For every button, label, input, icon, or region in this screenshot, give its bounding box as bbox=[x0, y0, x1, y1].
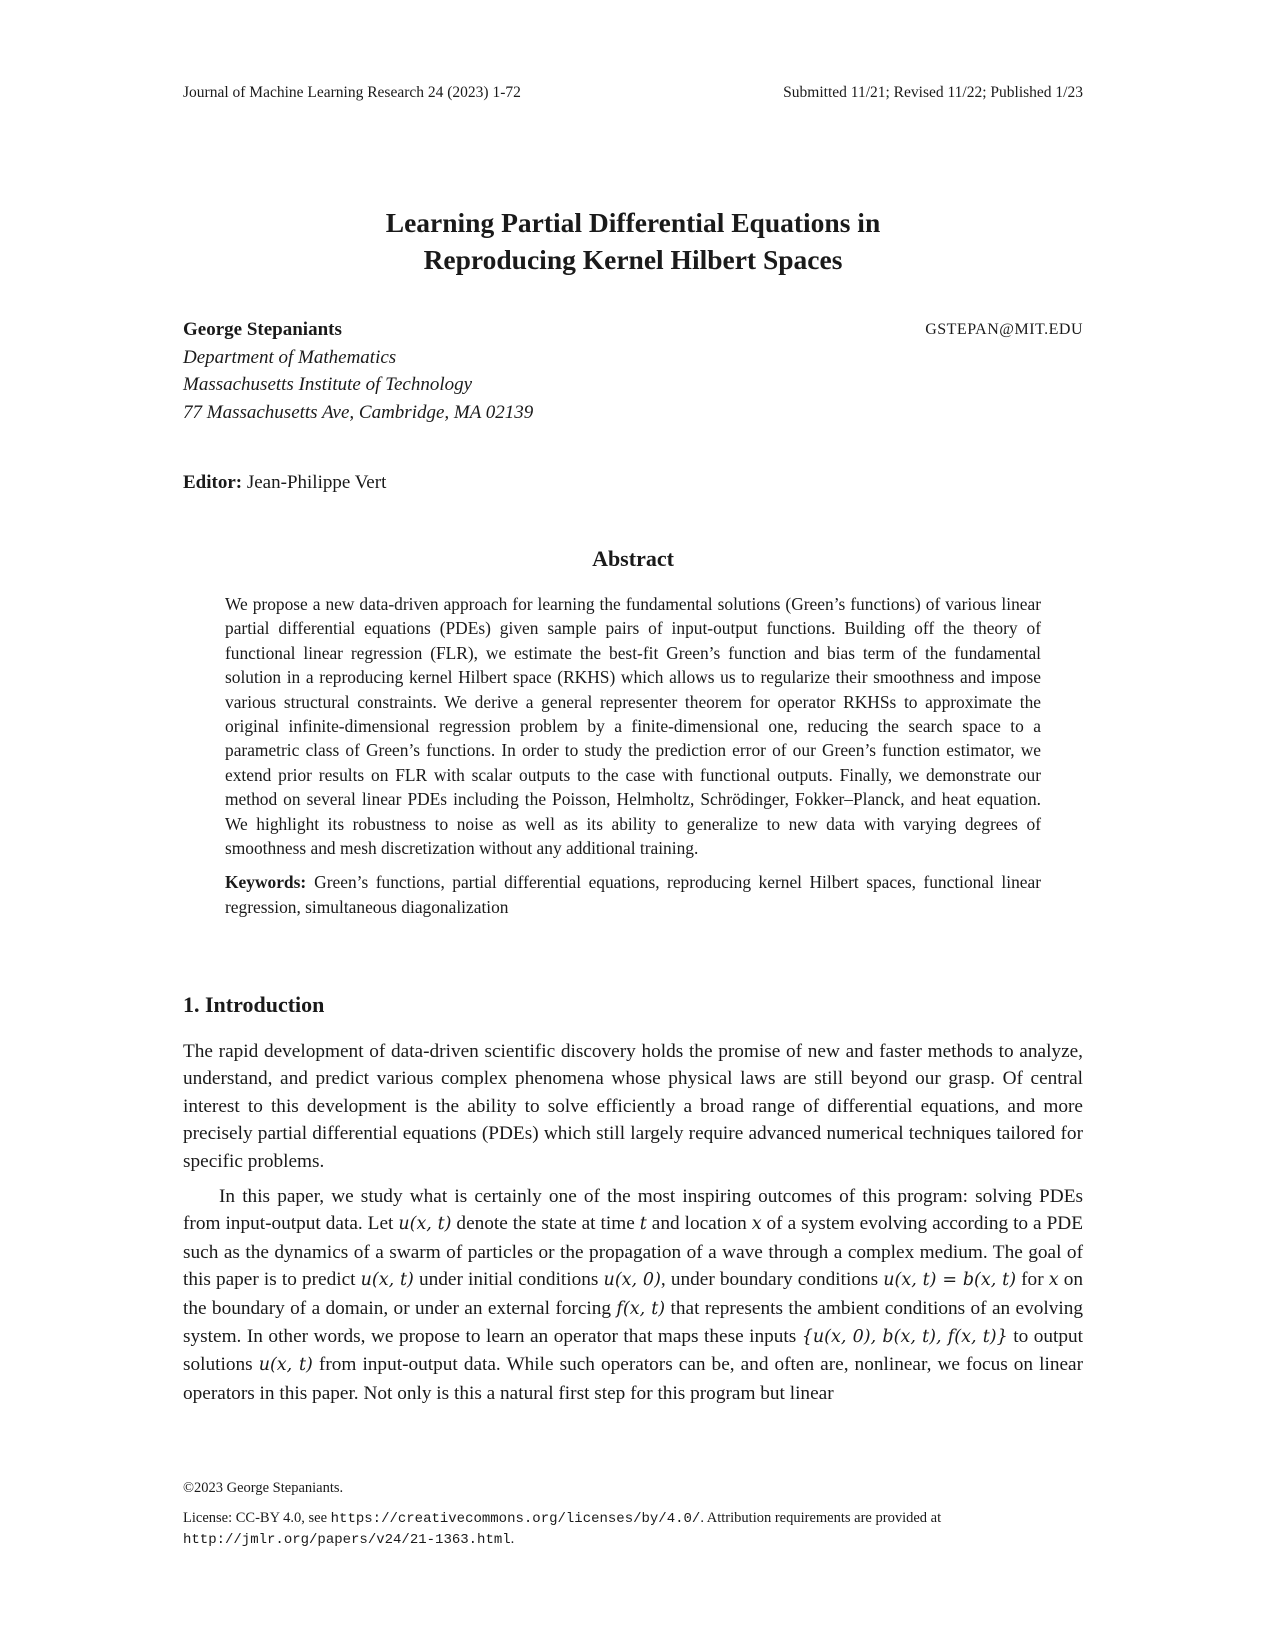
text-run: and location bbox=[646, 1213, 752, 1235]
text-run: In this paper, we study what is certainly one of the most inspiring outcomes of this program: solving PDEs from input-output data. Let bbox=[183, 1186, 1083, 1235]
math-inline: {u(x, 0), b(x, t), f(x, t)} bbox=[801, 1327, 1008, 1348]
intro-paragraph-2 bbox=[183, 1183, 1083, 1407]
math-inline: u(x, t) bbox=[258, 1355, 313, 1376]
abstract-text: We propose a new data-driven approach for learning the fundamental solutions (Green’s functions) of various linear partial differential equations (PDEs) given sample pairs of input-output functions. Building off the theory of functional linear regression (FLR), we estimate the best-fit Green’s function and bias term of the fundamental solution in a reproducing kernel Hilbert space (RKHS) which allows us to regularize their smoothness and impose various structural constraints. We derive a general representer theorem for operator RKHSs to approximate the original infinite-dimensional regression problem by a finite-dimensional one, reducing the search space to a parametric class of Green’s functions. In order to study the prediction error of our Green’s function estimator, we extend prior results on FLR with scalar outputs to the case with functional outputs. Finally, we demonstrate our method on several linear PDEs including the Poisson, Helmholtz, Schrödinger, Fokker–Planck, and heat equation. We highlight its robustness to noise as well as its ability to generalize to new data with varying degrees of smoothness and mesh discretization without any additional training. bbox=[225, 594, 1041, 859]
license-link[interactable]: https://creativecommons.org/licenses/by/4.0/ bbox=[330, 1511, 701, 1527]
author-email: GSTEPAN@MIT.EDU bbox=[925, 321, 1083, 338]
title-line-1: Learning Partial Differential Equations in bbox=[385, 207, 881, 238]
license-text: License: CC-BY 4.0, see bbox=[183, 1510, 331, 1526]
author-address: 77 Massachusetts Ave, Cambridge, MA 02139 bbox=[183, 401, 534, 423]
text-run: that represents the ambient conditions of an evolving system. In other words, we propose to learn an operator that maps these inputs bbox=[183, 1297, 1083, 1348]
submission-dates: Submitted 11/21; Revised 11/22; Published 1/23 bbox=[783, 84, 1083, 101]
editor-line bbox=[183, 472, 386, 494]
keywords bbox=[225, 870, 1041, 919]
math-inline: u(x, t) bbox=[398, 1214, 452, 1235]
keywords-label: Keywords: bbox=[225, 872, 307, 893]
text-run: under initial conditions bbox=[413, 1269, 604, 1291]
author-block bbox=[183, 316, 1083, 426]
math-inline: u(x, 0) bbox=[603, 1270, 661, 1291]
editor-label: Editor: bbox=[183, 472, 243, 493]
running-head bbox=[183, 84, 1083, 102]
abstract-heading: Abstract bbox=[592, 546, 674, 571]
author-name: George Stepaniants bbox=[183, 319, 342, 340]
author-line bbox=[183, 316, 1083, 344]
footnote bbox=[183, 1478, 1083, 1550]
keywords-list: Green’s functions, partial differential equations, reproducing kernel Hilbert spaces, functional linear regression, simultaneous diagonalization bbox=[225, 872, 1041, 917]
paper-title bbox=[183, 204, 1083, 278]
copyright-notice: ©2023 George Stepaniants. bbox=[183, 1480, 344, 1496]
text-run: from input-output data. While such operators can be, and often are, nonlinear, we focus on linear operators in this paper. Not only is this a natural first step for this program but linear bbox=[183, 1354, 1084, 1404]
math-inline: u(x, t) bbox=[360, 1270, 414, 1291]
introduction-body bbox=[183, 1038, 1083, 1407]
author-institution: Massachusetts Institute of Technology bbox=[183, 374, 473, 395]
license-text: . Attribution requirements are provided at bbox=[700, 1510, 942, 1526]
intro-paragraph-1: The rapid development of data-driven scientific discovery holds the promise of new and faster methods to analyze, understand, and predict various complex phenomena whose physical laws are still beyond our grasp. Of central interest to this development is the ability to solve efficiently a broad range of differential equations, and more precisely partial differential equations (PDEs) which still largely require advanced numerical techniques tailored for specific problems. bbox=[183, 1041, 1083, 1172]
editor-name: Jean-Philippe Vert bbox=[246, 472, 387, 493]
text-run: on the boundary of a domain, or under an external forcing bbox=[183, 1269, 1084, 1319]
text-run: denote the state at time bbox=[451, 1213, 640, 1235]
math-inline: x bbox=[1048, 1270, 1059, 1291]
journal-citation: Journal of Machine Learning Research 24 (2023) 1-72 bbox=[183, 84, 521, 101]
math-inline: u(x, t) = b(x, t) bbox=[883, 1270, 1017, 1291]
section-heading: 1. Introduction bbox=[183, 992, 325, 1017]
license-text: . bbox=[510, 1531, 515, 1547]
math-inline: t bbox=[639, 1214, 647, 1235]
paper-link[interactable]: http://jmlr.org/papers/v24/21-1363.html bbox=[183, 1532, 511, 1548]
author-department: Department of Mathematics bbox=[183, 346, 397, 368]
math-inline: f(x, t) bbox=[616, 1298, 666, 1319]
text-run: to output solutions bbox=[183, 1326, 1084, 1376]
license-notice bbox=[183, 1508, 1083, 1550]
title-line-2: Reproducing Kernel Hilbert Spaces bbox=[423, 244, 843, 275]
abstract bbox=[225, 592, 1041, 919]
math-inline: x bbox=[751, 1214, 762, 1235]
text-run: , under boundary conditions bbox=[660, 1269, 884, 1291]
text-run: of a system evolving according to a PDE such as the dynamics of a swarm of particles or the propagation of a wave through a complex medium. The goal of this paper is to predict bbox=[183, 1213, 1083, 1291]
text-run: for bbox=[1016, 1269, 1049, 1291]
